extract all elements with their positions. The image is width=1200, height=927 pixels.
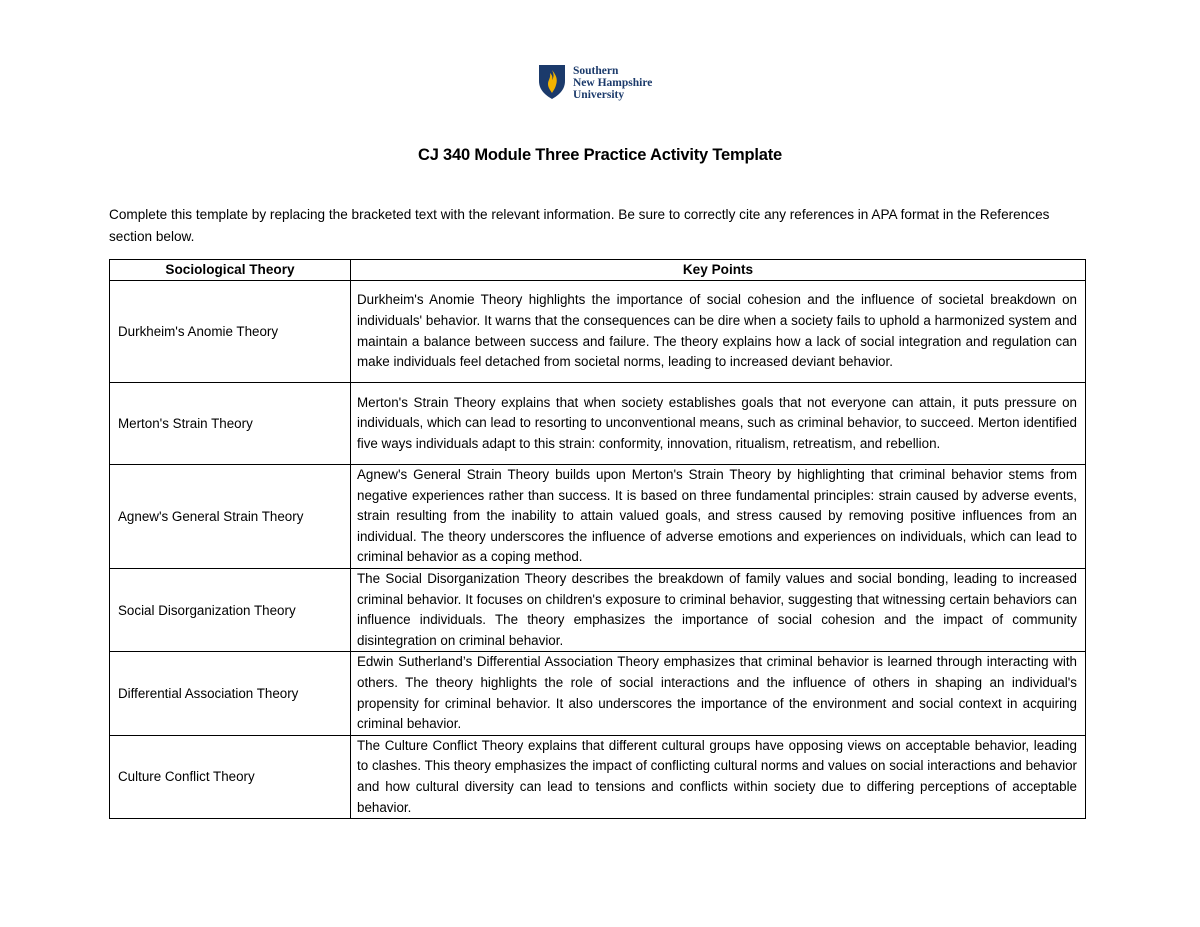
instructions-paragraph: Complete this template by replacing the bracketed text with the relevant information. Be sure to correctly cite any references in APA format in the References section below.	[109, 207, 1050, 244]
logo-line-1: Southern	[573, 65, 619, 77]
table-row	[110, 465, 1086, 569]
logo-line-3: University	[573, 89, 625, 101]
logo-wordmark	[573, 65, 652, 101]
theory-name-cell: Durkheim's Anomie Theory	[110, 281, 351, 383]
key-points-cell: Merton's Strain Theory explains that when society establishes goals that not everyone can attain, it puts pressure on individuals, which can lead to resorting to unconventional means, such as criminal behavior, to succeed. Merton identified five ways individuals adapt to this strain: conformity, innovation, ritualism, retreatism, and rebellion.	[351, 383, 1086, 465]
theories-table	[109, 259, 1086, 819]
table-row	[110, 383, 1086, 465]
key-points-cell: Edwin Sutherland’s Differential Association Theory emphasizes that criminal behavior is learned through interacting with others. The theory highlights the role of social interactions and the influence of others in shaping an individual's propensity for criminal behavior. It also underscores the importance of the environment and social context in acquiring criminal behavior.	[351, 652, 1086, 735]
theory-name-cell: Social Disorganization Theory	[110, 568, 351, 651]
theory-name-cell: Culture Conflict Theory	[110, 735, 351, 818]
header-sociological-theory: Sociological Theory	[110, 260, 351, 281]
shield-flame-icon	[538, 64, 566, 100]
theory-name-cell: Differential Association Theory	[110, 652, 351, 735]
key-points-cell: The Social Disorganization Theory describes the breakdown of family values and social bonding, leading to increased criminal behavior. It focuses on children's exposure to criminal behavior, suggesting that witnessing certain behaviors can influence individuals. The theory emphasizes the importance of social cohesion and the impact of community disintegration on criminal behavior.	[351, 568, 1086, 651]
table-row	[110, 652, 1086, 735]
key-points-cell: Agnew's General Strain Theory builds upon Merton's Strain Theory by highlighting that criminal behavior stems from negative experiences rather than success. It is based on three fundamental principles: strain caused by adverse events, strain resulting from the inability to attain valued goals, and stress caused by removing positive influences from an individual. The theory underscores the influence of adverse emotions and experiences on individuals, which can lead to criminal behavior as a coping method.	[351, 465, 1086, 569]
table-header-row	[110, 260, 1086, 281]
logo-line-2: New Hampshire	[573, 77, 653, 89]
table-row	[110, 568, 1086, 651]
header-key-points: Key Points	[351, 260, 1086, 281]
table-row	[110, 281, 1086, 383]
theory-name-cell: Merton's Strain Theory	[110, 383, 351, 465]
key-points-cell: The Culture Conflict Theory explains that different cultural groups have opposing views on acceptable behavior, leading to clashes. This theory emphasizes the impact of conflicting cultural norms and values on social interactions and behavior and how cultural diversity can lead to tensions and conflicts within society due to differing perceptions of acceptable behavior.	[351, 735, 1086, 818]
university-logo	[538, 64, 678, 104]
key-points-cell: Durkheim's Anomie Theory highlights the importance of social cohesion and the influence of societal breakdown on individuals' behavior. It warns that the consequences can be dire when a society fails to uphold a harmonized system and maintain a balance between success and failure. The theory explains how a lack of social integration and regulation can make individuals feel detached from societal norms, leading to increased deviant behavior.	[351, 281, 1086, 383]
table-row	[110, 735, 1086, 818]
document-title: CJ 340 Module Three Practice Activity Template	[417, 146, 783, 164]
theory-name-cell: Agnew's General Strain Theory	[110, 465, 351, 569]
